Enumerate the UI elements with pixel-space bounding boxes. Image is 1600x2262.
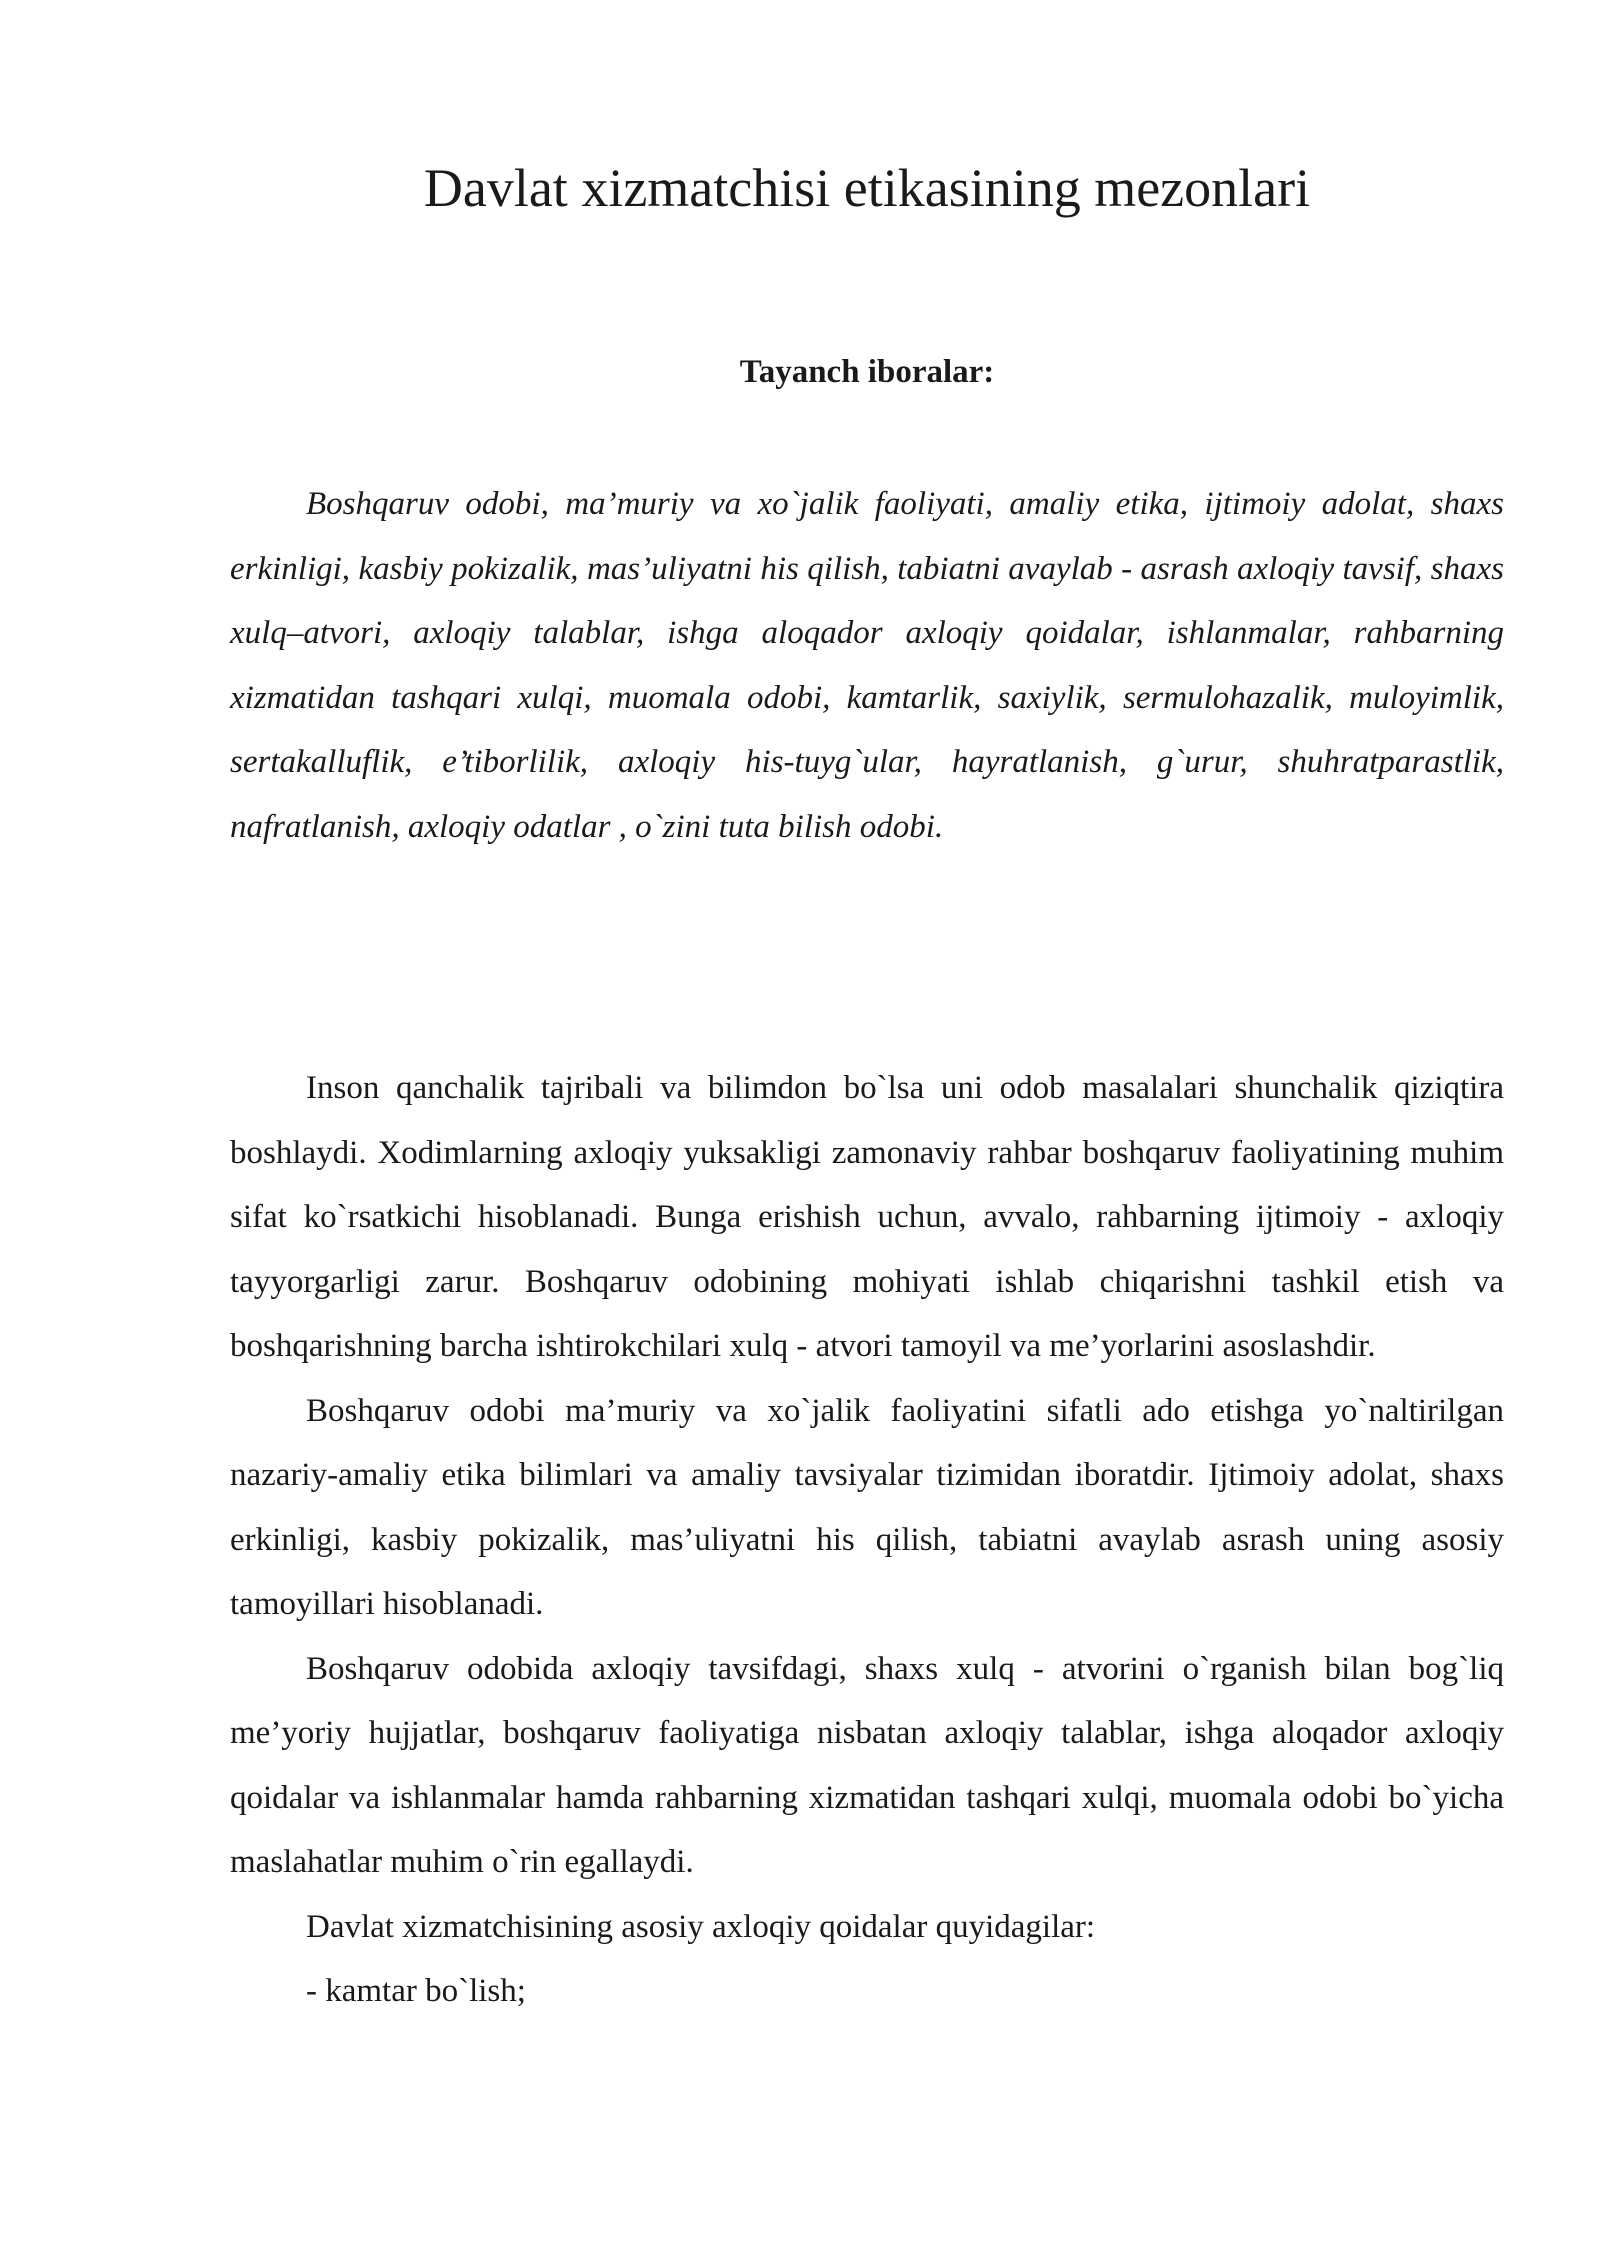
body-text: [230, 1056, 1504, 2024]
paragraph: Inson qanchalik tajribali va bilimdon bo`lsa uni odob masalalari shunchalik qiziqtira boshlaydi. Xodimlarning axloqiy yuksakligi zamonaviy rahbar boshqaruv faoliyatining muhim sifat ko`rsatkichi hisoblanadi. Bunga erishish uchun, avvalo, rahbarning ijtimoiy - axloqiy tayyorgarligi zarur. Boshqaruv odobining mohiyati ishlab chiqarishni tashkil etish va boshqarishning barcha ishtirokchilari xulq - atvori tamoyil va me’yorlarini asoslashdir.: [230, 1070, 1504, 1364]
keywords-heading: Tayanch iboralar:: [739, 354, 995, 390]
page-title: Davlat xizmatchisi etikasining mezonlari: [423, 158, 1311, 218]
paragraph: Boshqaruv odobida axloqiy tavsifdagi, shaxs xulq - atvorini o`rganish bilan bog`liq me’yoriy hujjatlar, boshqaruv faoliyatiga nisbatan axloqiy talablar, ishga aloqador axloqiy qoidalar va ishlanmalar hamda rahbarning xizmatidan tashqari xulqi, muomala odobi bo`yicha maslahatlar muhim o`rin egallaydi.: [230, 1650, 1504, 1880]
paragraph: Boshqaruv odobi ma’muriy va xo`jalik faoliyatini sifatli ado etishga yo`naltirilgan nazariy-amaliy etika bilimlari va amaliy tavsiyalar tizimidan iboratdir. Ijtimoiy adolat, shaxs erkinligi, kasbiy pokizalik, mas’uliyatni his qilish, tabiatni avaylab asrash uning asosiy tamoyillari hisoblanadi.: [230, 1392, 1504, 1622]
document-page: [230, 0, 1504, 2262]
paragraph: Davlat xizmatchisining asosiy axloqiy qoidalar quyidagilar:: [306, 1908, 1096, 1945]
list-item: - kamtar bo`lish;: [306, 1973, 526, 2009]
keywords-paragraph: Boshqaruv odobi, ma’muriy va xo`jalik faoliyati, amaliy etika, ijtimoiy adolat, shaxs erkinligi, kasbiy pokizalik, mas’uliyatni his qilish, tabiatni avaylab - asrash axloqiy tavsif, shaxs xulq–atvori, axloqiy talablar, ishga aloqador axloqiy qoidalar, ishlanmalar, rahbarning xizmatidan tashqari xulqi, muomala odobi, kamtarlik, saxiylik, sermulohazalik, muloyimlik, sertakalluflik, e’tiborlilik, axloqiy his-tuyg`ular, hayratlanish, g`urur, shuhratparastlik, nafratlanish, axloqiy odatlar , o`zini tuta bilish odobi.: [230, 486, 1504, 845]
